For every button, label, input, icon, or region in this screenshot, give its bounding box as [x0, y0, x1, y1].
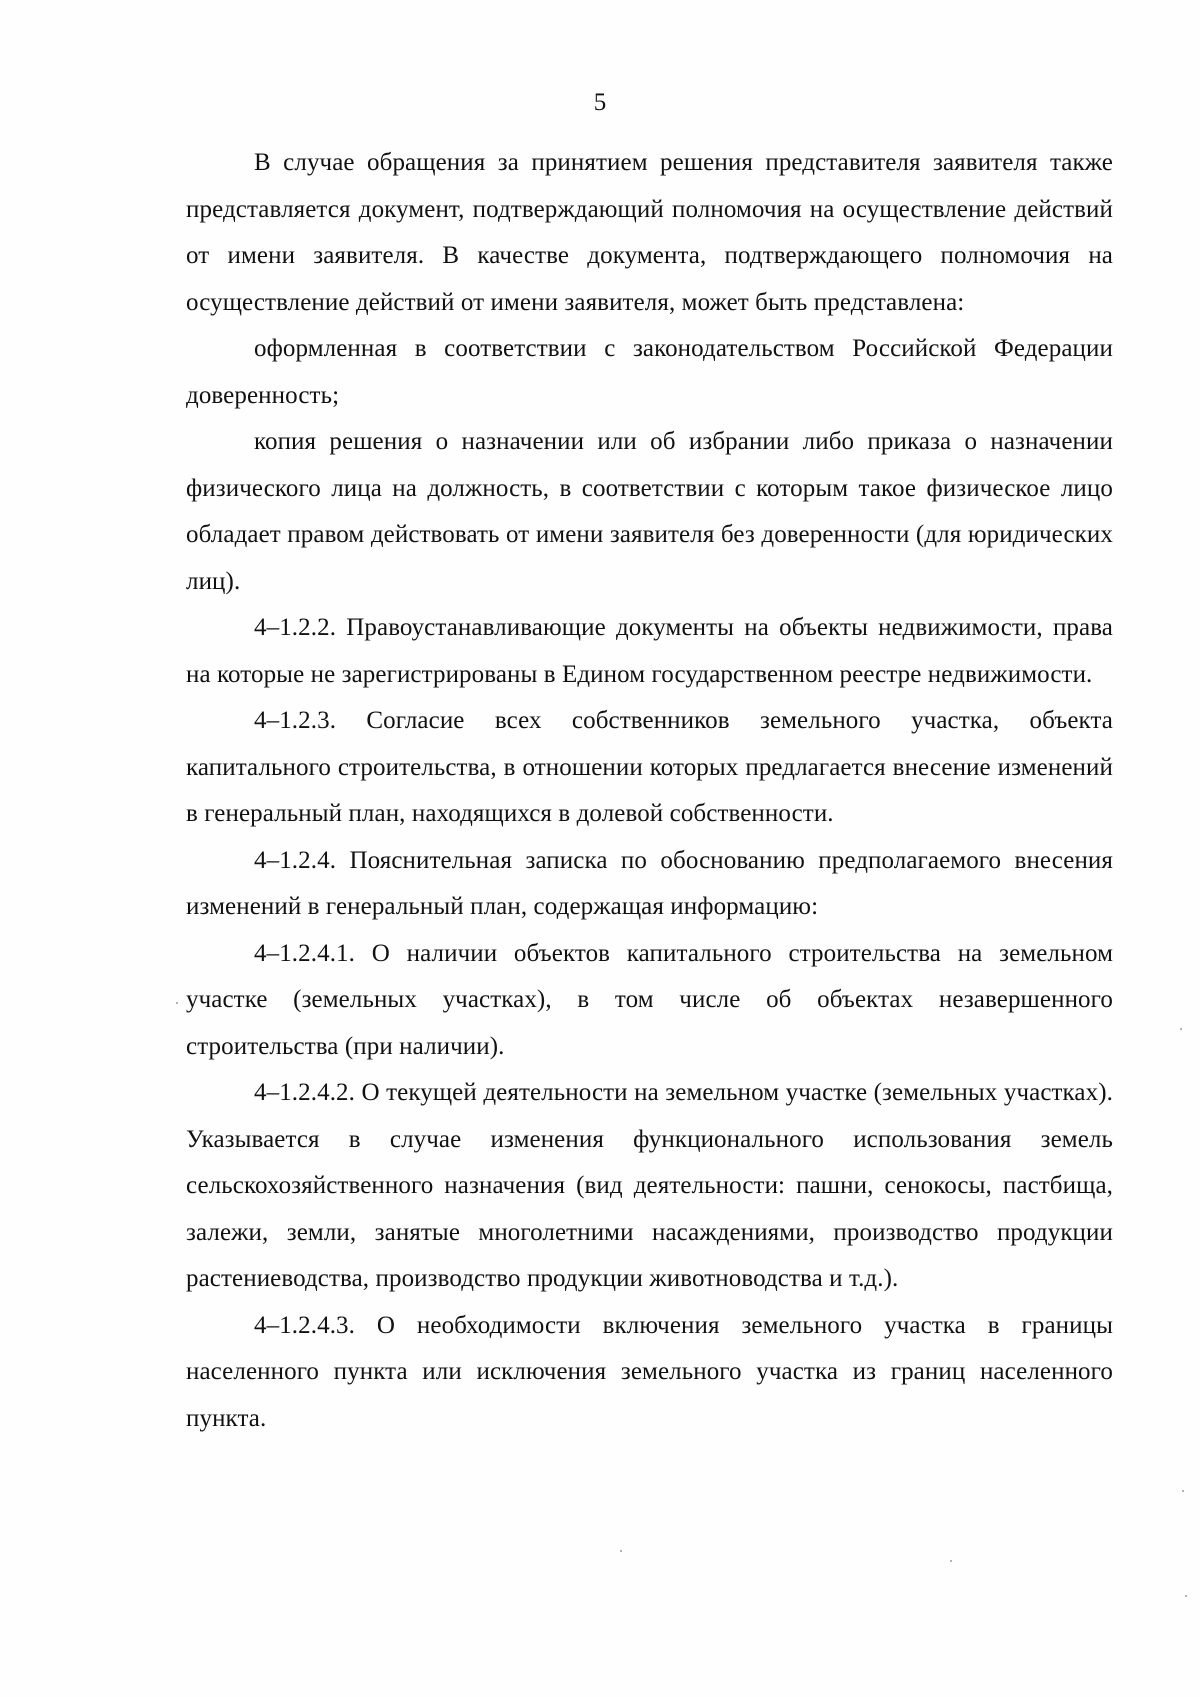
paragraph-4-1-2-4: 4–1.2.4. Пояснительная записка по обоснованию предполагаемого внесения изменений в генеральный план, содержащая информацию: — [186, 846, 1113, 920]
scan-speck — [620, 1550, 622, 1552]
scan-speck — [1185, 1595, 1187, 1597]
paragraph-4-1-2-4-2: 4–1.2.4.2. О текущей деятельности на земельном участке (земельных участках). Указывается в случае изменения функционального использования земель сельскохозяйственного назначения (вид деятельности: пашни, сенокосы, пастбища, залежи, земли, занятые многолетними насаждениями, производство продукции растениеводства, производство продукции животноводства и т.д.). — [186, 1079, 1113, 1292]
scan-speck — [176, 1002, 178, 1004]
paragraph-4-1-2-4-3: 4–1.2.4.3. О необходимости включения земельного участка в границы населенного пункта или исключения земельного участка из границ населенного пункта. — [186, 1311, 1113, 1432]
paragraph-representative-documents: В случае обращения за принятием решения представителя заявителя также представляется документ, подтверждающий полномочия на осуществление действий от имени заявителя. В качестве документа, подтверждающего полномочия на осуществление действий от имени заявителя, может быть представлена: — [186, 149, 1113, 316]
paragraph-4-1-2-2: 4–1.2.2. Правоустанавливающие документы на объекты недвижимости, права на которые не зарегистрированы в Едином государственном реестре недвижимости. — [186, 614, 1113, 688]
scan-speck — [1180, 1028, 1182, 1030]
paragraph-power-of-attorney: оформленная в соответствии с законодательством Российской Федерации доверенность; — [186, 335, 1113, 409]
scan-speck — [950, 1560, 952, 1562]
scan-speck — [1182, 1490, 1184, 1492]
document-body — [186, 140, 1113, 1442]
page-number: 5 — [593, 89, 607, 116]
paragraph-4-1-2-3: 4–1.2.3. Согласие всех собственников земельного участка, объекта капитального строительства, в отношении которых предлагается внесение изменений в генеральный план, находящихся в долевой собственности. — [186, 707, 1113, 827]
paragraph-4-1-2-4-1: 4–1.2.4.1. О наличии объектов капитального строительства на земельном участке (земельных участках), в том числе об объектах незавершенного строительства (при наличии). — [186, 939, 1113, 1060]
paragraph-appointment-decision: копия решения о назначении или об избрании либо приказа о назначении физического лица на должность, в соответствии с которым такое физическое лицо обладает правом действовать от имени заявителя без доверенности (для юридических лиц). — [186, 428, 1113, 595]
